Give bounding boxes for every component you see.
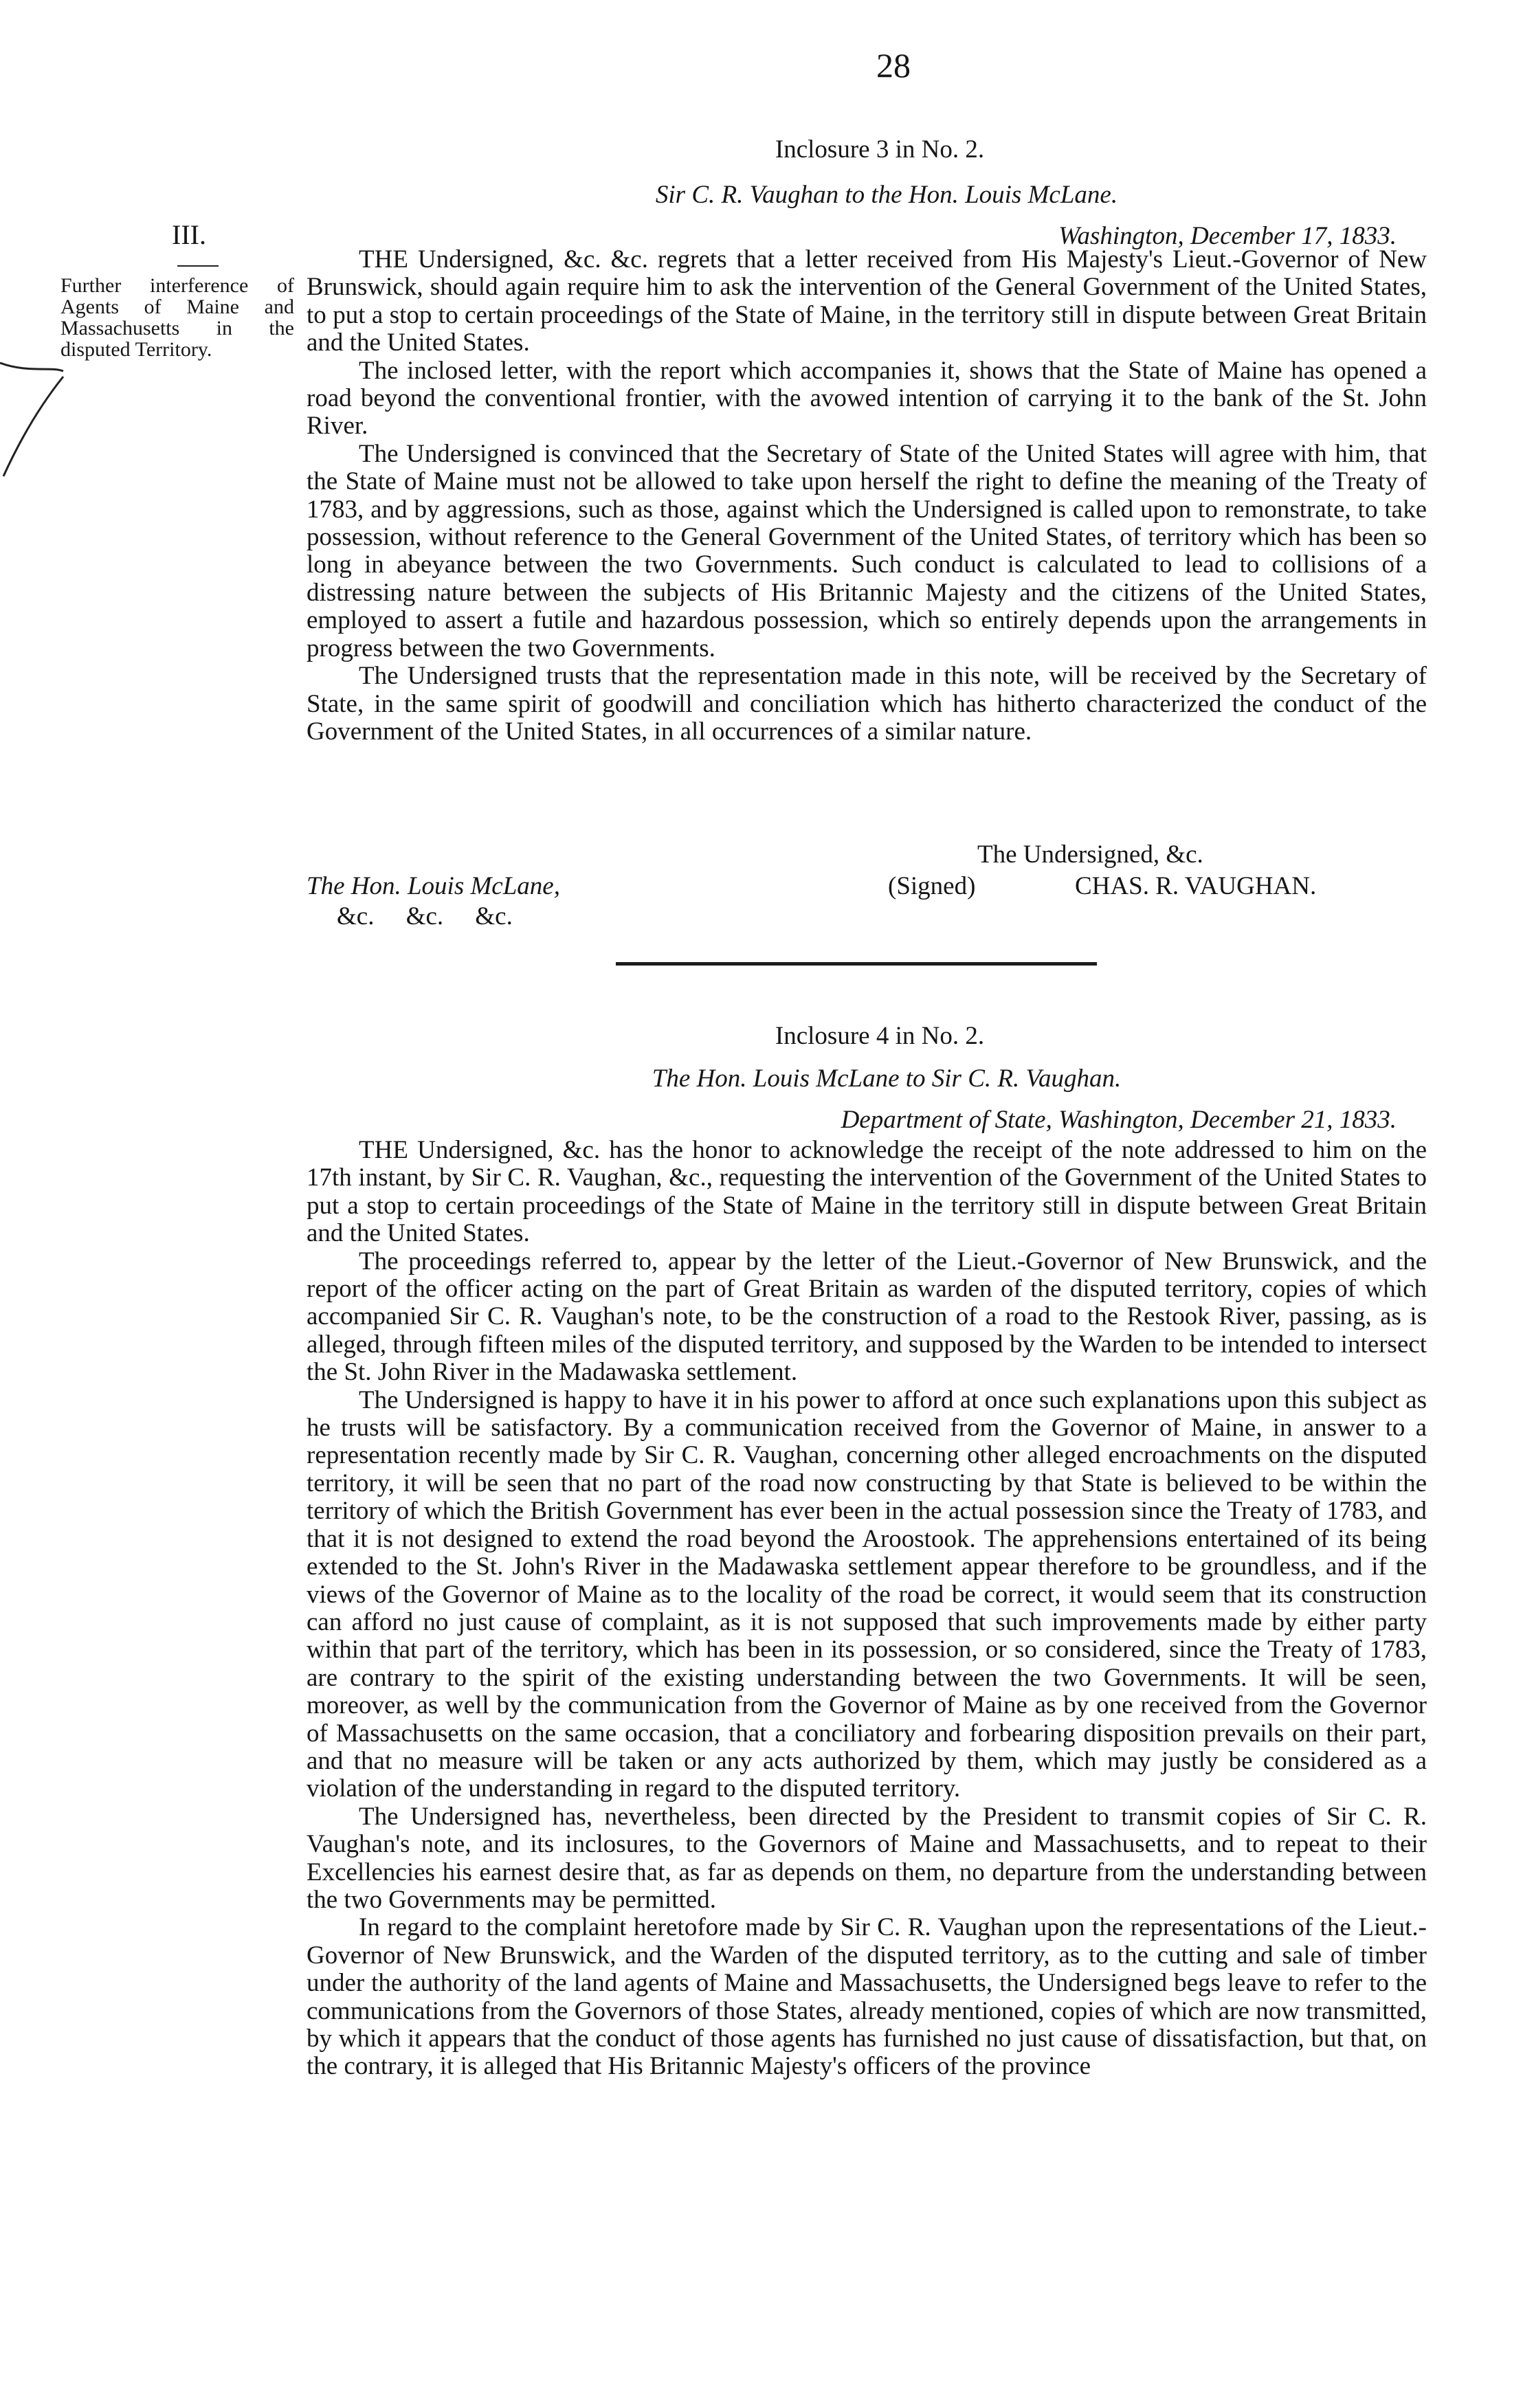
inclosure-3-heading: Inclosure 3 in No. 2. [775, 135, 985, 164]
margin-bracket-mark [0, 335, 82, 500]
inclosure-4-subheading: The Hon. Louis McLane to Sir C. R. Vaughan. [652, 1064, 1122, 1093]
inclosure-3-paragraph: THE Undersigned, &c. &c. regrets that a letter received from His Majesty's Lieut.-Governor of New Brunswick, should again require him to ask the intervention of the General Government of the United States, to put a stop to certain proceedings of the State of Maine, in the territory still in dispute between Great Britain and the United States. [307, 245, 1427, 357]
inclosure-3-dateline: Washington, December 17, 1833. [1058, 222, 1397, 250]
margin-note: Further interference of Agents of Maine and Massachusetts in the disputed Territory. [60, 274, 294, 361]
inclosure-3-subheading: Sir C. R. Vaughan to the Hon. Louis McLane. [655, 181, 1118, 209]
section-divider [616, 962, 1097, 966]
inclosure-4-paragraph: THE Undersigned, &c. has the honor to acknowledge the receipt of the note addressed to him on the 17th instant, by Sir C. R. Vaughan, &c., requesting the intervention of the Government of the United States to put a stop to certain proceedings of the State of Maine in the territory still in dispute between Great Britain and the United States. [307, 1136, 1427, 1248]
inclosure-3-body [307, 246, 1427, 746]
addressee-etc: &c. &c. &c. [337, 902, 513, 930]
inclosure-4-paragraph: The proceedings referred to, appear by the letter of the Lieut.-Governor of New Brunswick, and the report of the officer acting on the part of Great Britain as warden of the disputed territory, copies of which accompanied Sir C. R. Vaughan's note, to be the construction of a road to the Restook River, passing, as is alleged, through fifteen miles of the disputed territory, and supposed by the Warden to be intended to intersect the St. John River in the Madawaska settlement. [307, 1247, 1427, 1387]
signature: CHAS. R. VAUGHAN. [1075, 872, 1317, 900]
page-number: 28 [876, 46, 911, 85]
inclosure-4-paragraph: The Undersigned has, nevertheless, been directed by the President to transmit copies of Sir C. R. Vaughan's note, and its inclosures, to the Governors of Maine and Massachusetts, and to repeat to their Excellencies his earnest desire that, as far as depends on them, no departure from the understanding between the two Governments may be permitted. [307, 1802, 1427, 1914]
signed-label: (Signed) [888, 872, 976, 900]
margin-section-number: III. [172, 219, 206, 250]
inclosure-3-paragraph: The Undersigned trusts that the representation made in this note, will be received by the Secretary of State, in the same spirit of goodwill and conciliation which has hitherto characterized the conduct of the Government of the United States, in all occurrences of a similar nature. [307, 662, 1427, 746]
inclosure-4-heading: Inclosure 4 in No. 2. [775, 1022, 985, 1050]
inclosure-4-dateline: Department of State, Washington, December 21, 1833. [841, 1106, 1397, 1134]
inclosure-4-paragraph: In regard to the complaint heretofore made by Sir C. R. Vaughan upon the representations of the Lieut.-Governor of New Brunswick, and the Warden of the disputed territory, as to the cutting and sale of timber under the authority of the land agents of Maine and Massachusetts, the Undersigned begs leave to refer to the communications from the Governors of those States, already mentioned, copies of which are now transmitted, by which it appears that the conduct of those agents has furnished no just cause of dissatisfaction, but that, on the contrary, it is alleged that His Britannic Majesty's officers of the province [307, 1913, 1427, 2081]
inclosure-3-paragraph: The Undersigned is convinced that the Secretary of State of the United States will agree with him, that the State of Maine must not be allowed to take upon herself the right to define the meaning of the Treaty of 1783, and by aggressions, such as those, against which the Undersigned is called upon to remonstrate, to take possession, without reference to the General Government of the United States, of territory which has been so long in abeyance between the two Governments. Such conduct is calculated to lead to collisions of a distressing nature between the subjects of His Britannic Majesty and the citizens of the United States, employed to assert a futile and hazardous possession, which so entirely depends upon the arrangements in progress between the two Governments. [307, 439, 1427, 662]
margin-dash [177, 265, 219, 267]
inclosure-3-paragraph: The inclosed letter, with the report which accompanies it, shows that the State of Maine has opened a road beyond the conventional frontier, with the avowed intention of carrying it to the bank of the St. John River. [307, 356, 1427, 441]
inclosure-4-paragraph: The Undersigned is happy to have it in his power to afford at once such explanations upon this subject as he trusts will be satisfactory. By a communication received from the Governor of Maine, in answer to a representation recently made by Sir C. R. Vaughan, concerning other alleged encroachments on the disputed territory, it will be seen that no part of the road now constructing by that State is believed to be within the territory of which the British Government has ever been in the actual possession since the Treaty of 1783, and that it is not designed to extend the road beyond the Aroostook. The apprehensions entertained of its being extended to the St. John's River in the Madawaska settlement appear therefore to be groundless, and if the views of the Governor of Maine as to the locality of the road be correct, it would seem that its construction can afford no just cause of complaint, as it is not supposed that such improvements made by either party within that part of the territory, which has been in its possession, or so considered, since the Treaty of 1783, are contrary to the spirit of the existing understanding between the two Governments. It will be seen, moreover, as well by the communication from the Governor of Maine as by one received from the Governor of Massachusetts on the same occasion, that a conciliatory and forbearing disposition prevails on their part, and that no measure will be taken or any acts authorized by them, which may justly be considered as a violation of the understanding in regard to the disputed territory. [307, 1385, 1427, 1803]
inclosure-4-body [307, 1137, 1427, 2081]
closing-formula: The Undersigned, &c. [977, 840, 1203, 869]
addressee: The Hon. Louis McLane, [307, 872, 560, 900]
